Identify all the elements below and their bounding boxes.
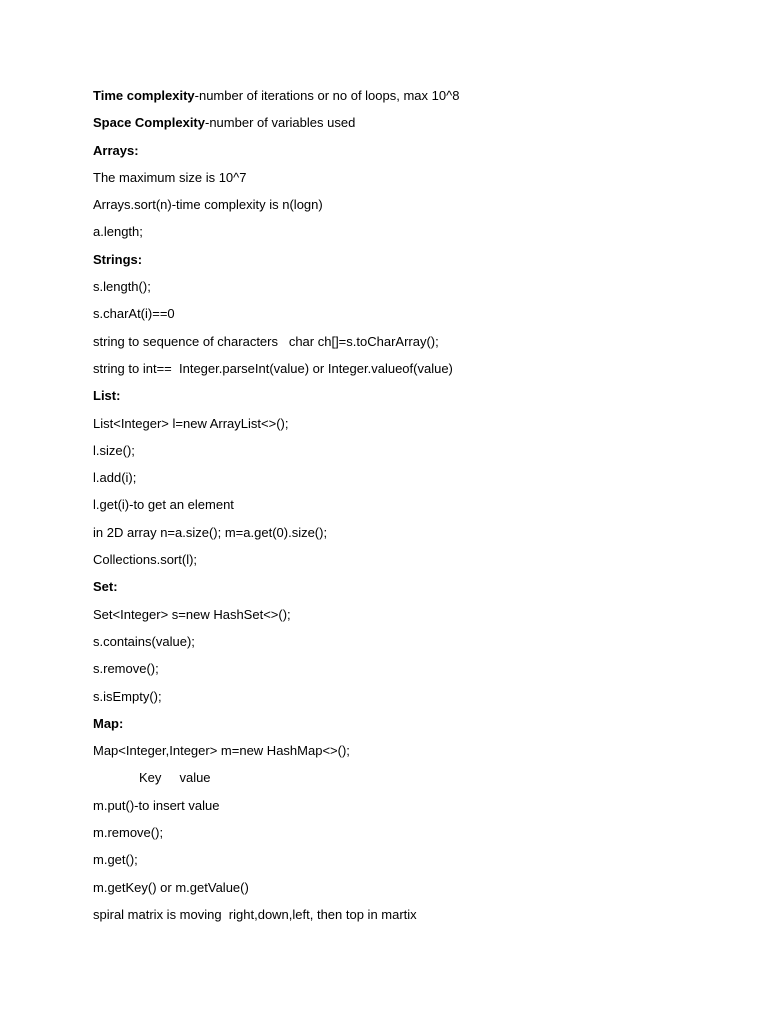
line-array-max-size: The maximum size is 10^7	[93, 169, 247, 185]
line-string-to-chararray: string to sequence of characters char ch[]=s.toCharArray();	[93, 333, 439, 349]
line-time-complexity	[93, 87, 713, 114]
line-list-2d-array: in 2D array n=a.size(); m=a.get(0).size();	[93, 524, 328, 540]
heading-space-complexity: Space Complexity	[93, 115, 205, 131]
line-collections-sort: Collections.sort(l);	[93, 552, 198, 568]
line-space-complexity	[93, 114, 713, 141]
line-set-remove: s.remove();	[93, 661, 159, 677]
text-space-complexity: -number of variables used	[205, 115, 356, 131]
document-body	[93, 87, 713, 933]
line-list-size: l.size();	[93, 442, 135, 458]
line-string-charat: s.charAt(i)==0	[93, 306, 175, 322]
line-set-isempty: s.isEmpty();	[93, 688, 162, 704]
line-array-length: a.length;	[93, 224, 143, 240]
line-map-key-value: Key value	[139, 770, 211, 786]
line-map-getkey-getvalue: m.getKey() or m.getValue()	[93, 879, 249, 895]
line-string-length: s.length();	[93, 279, 151, 295]
line-map-get: m.get();	[93, 852, 138, 868]
line-arrays-sort: Arrays.sort(n)-time complexity is n(logn)	[93, 197, 323, 213]
text-time-complexity: -number of iterations or no of loops, max 10^8	[194, 88, 460, 103]
line-set-contains: s.contains(value);	[93, 633, 195, 649]
heading-time-complexity: Time complexity	[93, 88, 195, 103]
section-heading-strings: Strings:	[93, 251, 143, 267]
line-map-remove: m.remove();	[93, 825, 164, 841]
line-string-to-int: string to int== Integer.parseInt(value) or Integer.valueof(value)	[93, 360, 453, 376]
section-heading-list: List:	[93, 388, 121, 404]
section-heading-arrays: Arrays:	[93, 142, 139, 158]
section-heading-map: Map:	[93, 715, 124, 731]
line-set-declaration: Set<Integer> s=new HashSet<>();	[93, 606, 291, 622]
line-map-put: m.put()-to insert value	[93, 797, 220, 813]
line-map-declaration: Map<Integer,Integer> m=new HashMap<>();	[93, 743, 350, 759]
line-list-get: l.get(i)-to get an element	[93, 497, 234, 513]
line-spiral-matrix: spiral matrix is moving right,down,left, then top in martix	[93, 906, 417, 922]
section-heading-set: Set:	[93, 579, 118, 595]
line-list-add: l.add(i);	[93, 470, 137, 486]
line-list-declaration: List<Integer> l=new ArrayList<>();	[93, 415, 289, 431]
